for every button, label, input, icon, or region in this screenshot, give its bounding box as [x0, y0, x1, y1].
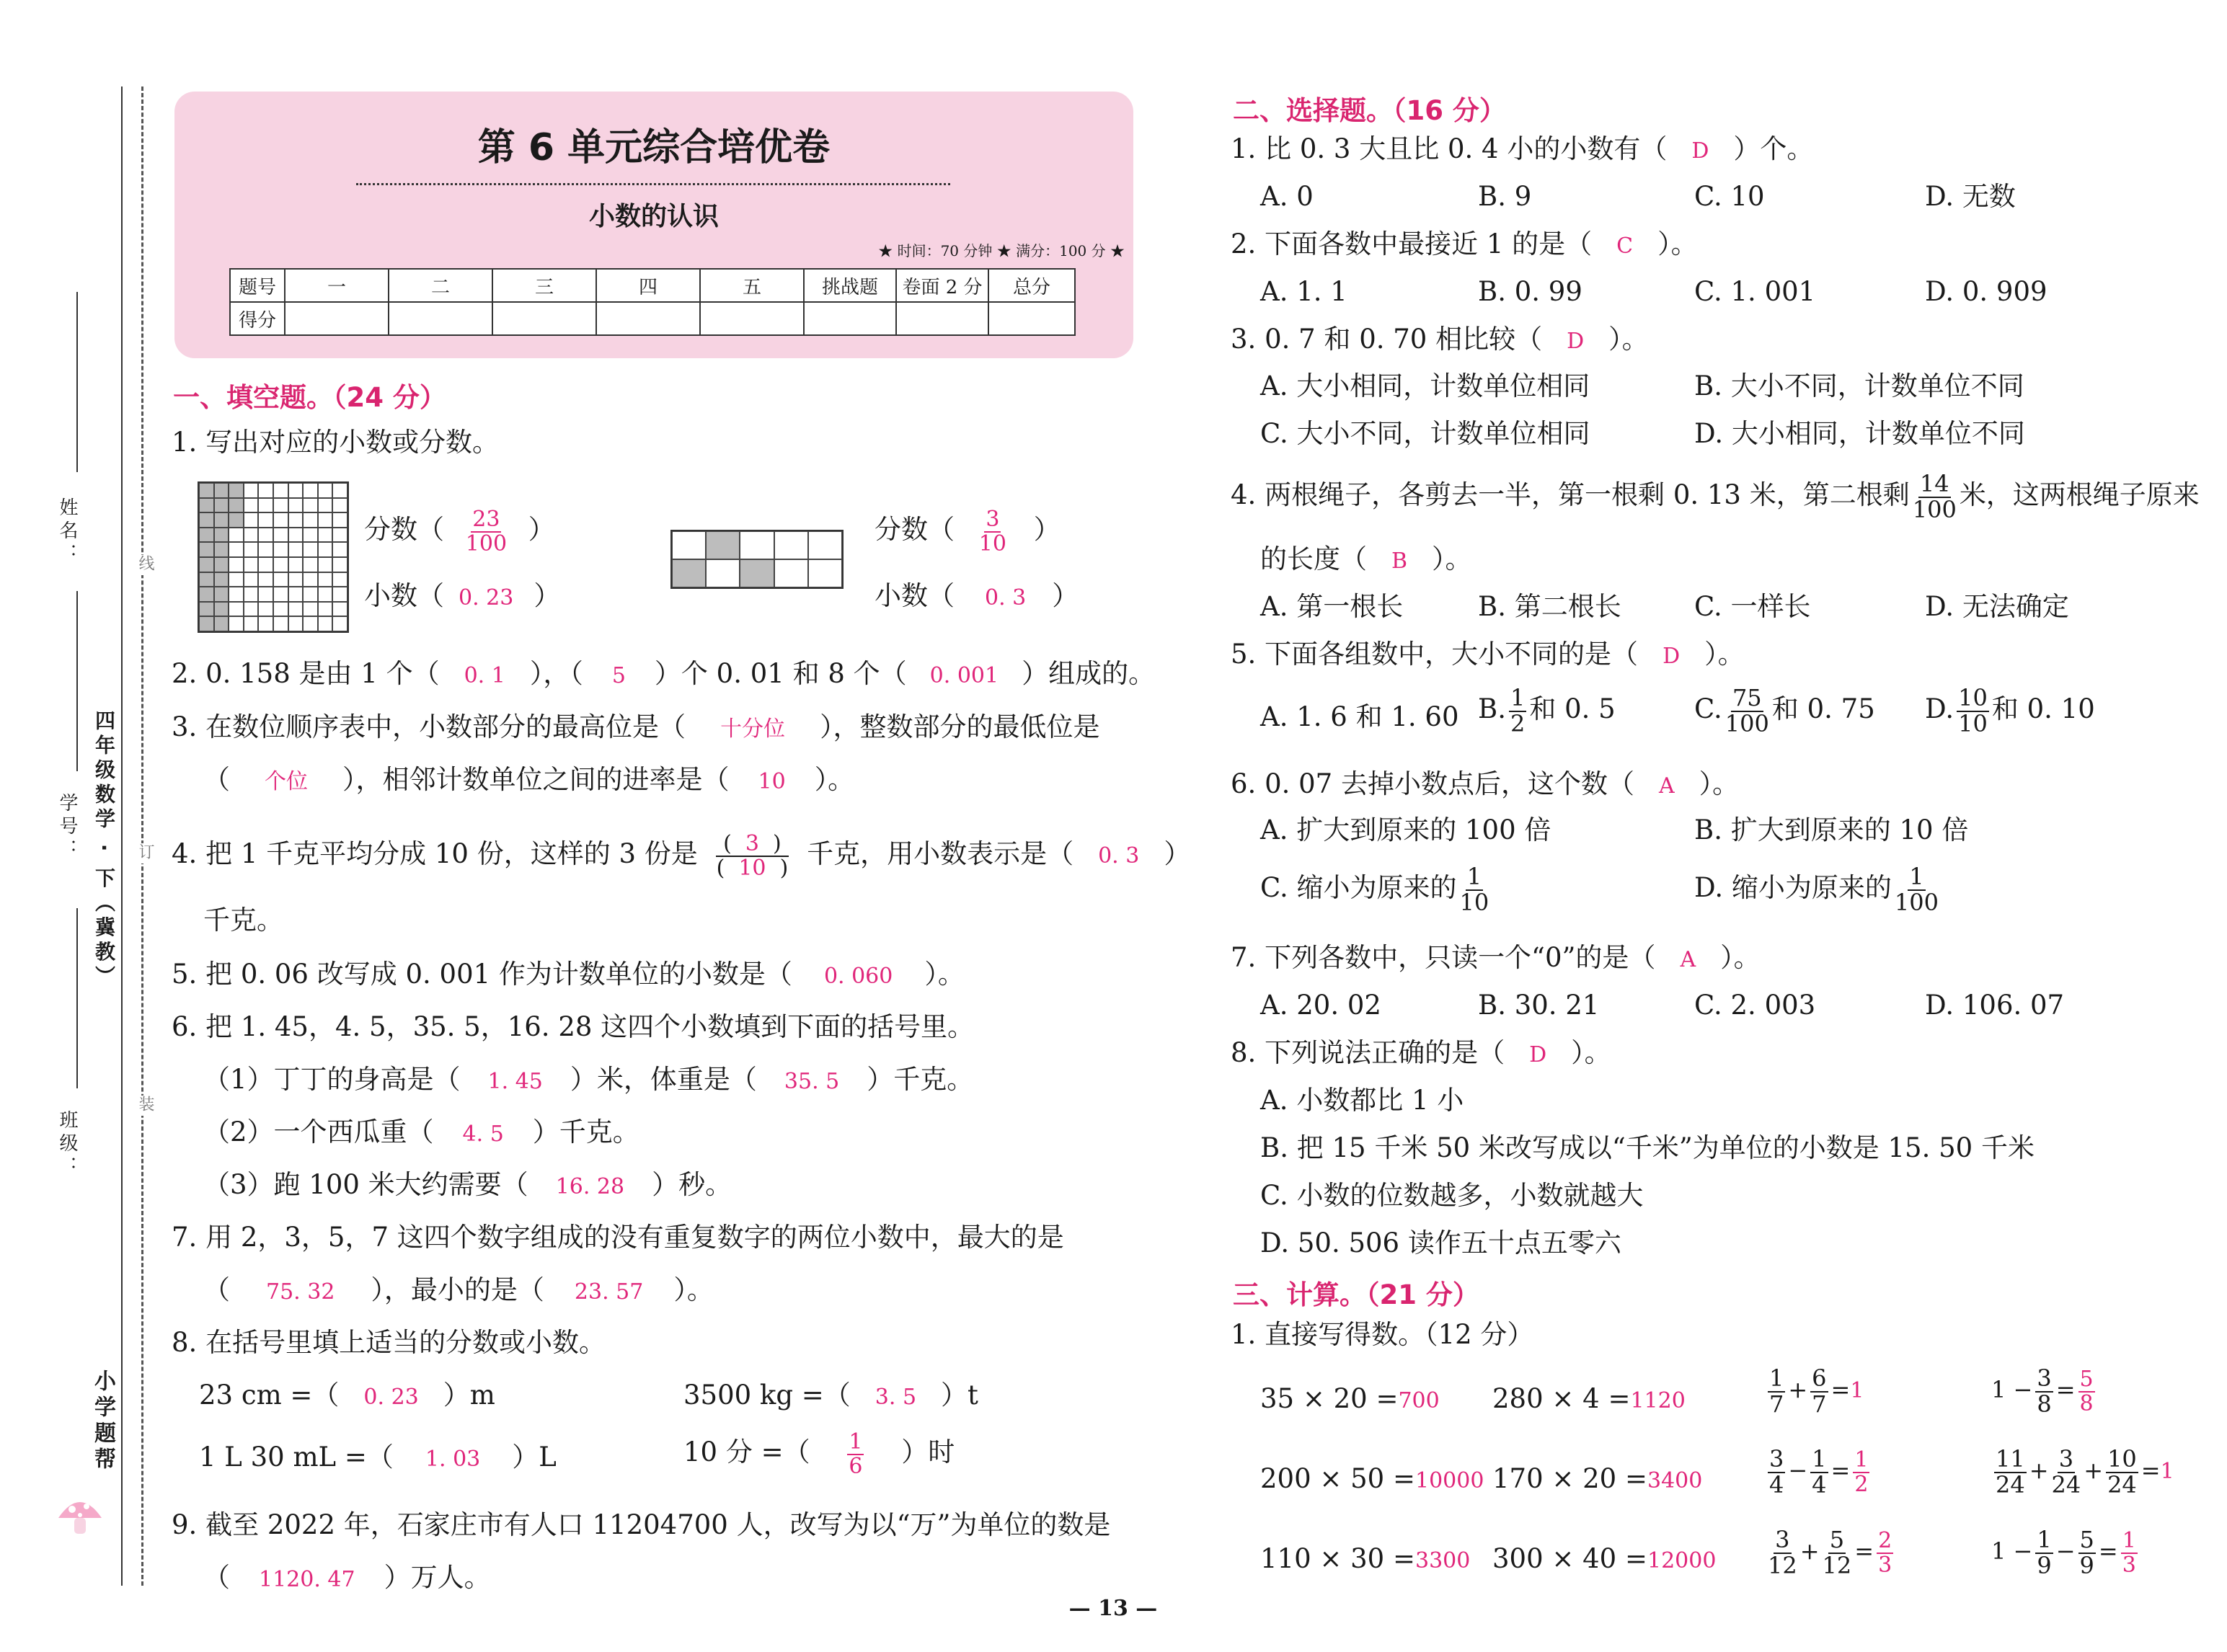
fraction: $\frac{14}{100}$	[1912, 470, 1957, 523]
answer-fraction: $\frac{2}{3}$	[1878, 1528, 1892, 1578]
grid-cell	[303, 572, 318, 587]
grid-cell	[214, 557, 229, 572]
grid-cell	[288, 483, 304, 498]
grid-cell	[318, 483, 333, 498]
name-underline	[76, 292, 78, 472]
score-table	[229, 268, 1076, 336]
s1-q6-s2: （2）一个西瓜重（ 4. 5 ）千克。	[203, 1116, 639, 1147]
grid-cell	[229, 483, 244, 498]
s2-q5-opt-d: D. $\frac{10}{10}$ 和 0. 10	[1925, 684, 2095, 737]
s1-q1-left-frac-row: 分数（ $\frac{23}{100}$ ）	[364, 507, 555, 556]
grid-cell	[318, 512, 333, 528]
s2-q6-opt-d: D. 缩小为原来的 $\frac{1}{100}$	[1694, 863, 1939, 916]
s1-q2: 2. 0. 158 是由 1 个（ 0. 1 ），（ 5 ）个 0. 01 和 8 个（ 0. 001 ）组成的。	[172, 658, 1156, 689]
s1-q7-line1: 7. 用 2，3，5，7 这四个数字组成的没有重复数字的两位小数中，最大的是	[172, 1222, 1064, 1253]
grid-cell	[332, 483, 347, 498]
page-number: — 13 —	[1068, 1596, 1158, 1621]
s2-q5-opt-b: B. $\frac{1}{2}$ 和 0. 5	[1478, 684, 1616, 737]
answer: 23. 57	[574, 1279, 644, 1305]
s1-q8-i4: 10 分 =（ $\frac{1}{6}$ ）时	[683, 1429, 955, 1479]
s2-q4-opt-a: A. 第一根长	[1260, 591, 1404, 622]
s3-q1-stem: 1. 直接写得数。（12 分）	[1231, 1319, 1534, 1350]
s2-q2-opt-b: B. 0. 99	[1478, 276, 1582, 307]
calc-frac-1: $\frac{1}{7}$ + $\frac{6}{7}$ =1	[1769, 1364, 1864, 1418]
s1-q1-right-frac-row: 分数（ $\frac{3}{10}$ ）	[875, 507, 1061, 556]
tenths-bar	[670, 530, 844, 589]
answer: 个位	[265, 769, 308, 794]
grid-cell	[199, 587, 214, 602]
grid-cell	[229, 602, 244, 617]
grid-cell	[229, 512, 244, 528]
s1-q4-line1: 4. 把 1 千克平均分成 10 份，这样的 3 份是 $\frac{( 3 )}{( 10 )}$ 千克，用小数表示是（ 0. 3 ）	[172, 831, 1191, 881]
bar-cell	[740, 531, 774, 559]
grid-cell	[332, 587, 347, 602]
s2-q3-opt-d: D. 大小相同，计数单位不同	[1694, 418, 2025, 449]
grid-cell	[229, 542, 244, 557]
s2-q8-opt-a: A. 小数都比 1 小	[1260, 1085, 1464, 1116]
grid-cell	[258, 616, 273, 631]
grade-label: 四年级数学 · 下（冀教）	[92, 710, 116, 990]
calc-r2c2: 170 × 20 =3400	[1492, 1463, 1703, 1494]
s2-q4-opt-b: B. 第二根长	[1478, 591, 1621, 622]
score-input[interactable]	[896, 302, 988, 335]
s2-q3-opt-b: B. 大小不同，计数单位不同	[1694, 370, 2024, 401]
fraction: $\frac{10}{10}$	[1958, 684, 1988, 737]
grid-cell	[258, 528, 273, 543]
s1-q8-i3: 1 L 30 mL =（ 1. 03 ）L	[199, 1442, 557, 1473]
score-input[interactable]	[492, 302, 596, 335]
answer: 1120	[1630, 1388, 1686, 1413]
cut-mark-xian: 线	[134, 555, 156, 575]
grid-cell	[244, 587, 259, 602]
grid-cell	[199, 542, 214, 557]
fraction: $\frac{1}{2}$	[1510, 684, 1526, 737]
s2-q3-opt-a: A. 大小相同，计数单位相同	[1260, 370, 1590, 401]
score-cell: 得分	[230, 302, 285, 335]
grid-cell	[332, 512, 347, 528]
score-cell: 卷面 2 分	[896, 269, 988, 302]
answer: 10000	[1415, 1468, 1484, 1493]
hundred-grid	[198, 481, 349, 633]
s2-q4-line2: 的长度（ B ）。	[1260, 543, 1472, 574]
answer: 0. 23	[459, 585, 514, 610]
grid-cell	[229, 616, 244, 631]
grid-cell	[273, 616, 288, 631]
s2-q1-opt-c: C. 10	[1694, 181, 1765, 212]
calc-frac-4: $\frac{11}{24}$ + $\frac{3}{24}$ + $\frac{10}{24}$ =1	[1996, 1445, 2174, 1498]
s2-q5-opt-c: C. $\frac{75}{100}$ 和 0. 75	[1694, 684, 1875, 737]
answer: D	[1691, 138, 1709, 164]
bar-cell	[672, 531, 706, 559]
answer: 3400	[1647, 1468, 1703, 1493]
grid-cell	[258, 572, 273, 587]
answer: 1. 45	[487, 1069, 543, 1094]
grid-cell	[244, 528, 259, 543]
score-cell: 五	[700, 269, 804, 302]
grid-cell	[273, 483, 288, 498]
answer: 10	[758, 769, 786, 794]
answer: A	[1680, 947, 1696, 972]
score-cell: 一	[285, 269, 389, 302]
grid-cell	[273, 498, 288, 513]
s2-q1-opt-b: B. 9	[1478, 181, 1532, 212]
answer: 0. 23	[363, 1385, 419, 1410]
grid-cell	[332, 498, 347, 513]
score-cell: 四	[596, 269, 700, 302]
grid-cell	[214, 528, 229, 543]
grid-cell	[214, 498, 229, 513]
score-input[interactable]	[596, 302, 700, 335]
grid-cell	[273, 587, 288, 602]
answer: 1	[1850, 1378, 1864, 1404]
grid-cell	[258, 587, 273, 602]
s1-q1-left-dec-row: 小数（ 0. 23 ）	[364, 580, 561, 611]
grid-cell	[244, 542, 259, 557]
grid-cell	[273, 512, 288, 528]
calc-r3c1: 110 × 30 =3300	[1260, 1543, 1471, 1574]
grid-cell	[332, 528, 347, 543]
s2-q1-stem: 1. 比 0. 3 大且比 0. 4 小的小数有（ D ）个。	[1231, 133, 1814, 164]
grid-cell	[214, 602, 229, 617]
grid-cell	[258, 483, 273, 498]
answer-fraction: $\frac{23}{100}$	[465, 507, 508, 556]
bar-cell	[808, 531, 842, 559]
s1-q6-stem: 6. 把 1. 45，4. 5，35. 5，16. 28 这四个小数填到下面的括号里。	[172, 1011, 975, 1042]
grid-cell	[288, 616, 304, 631]
grid-cell	[214, 587, 229, 602]
binding-line-outer	[121, 86, 123, 1586]
bar-cell	[706, 531, 740, 559]
grid-cell	[318, 587, 333, 602]
s2-q8-stem: 8. 下列说法正确的是（ D ）。	[1231, 1037, 1611, 1068]
grid-cell	[244, 616, 259, 631]
s2-q8-opt-b: B. 把 15 千米 50 米改写成以“千米”为单位的小数是 15. 50 千米	[1260, 1132, 2035, 1163]
grid-cell	[214, 572, 229, 587]
grid-cell	[303, 512, 318, 528]
score-cell: 二	[389, 269, 492, 302]
s2-q7-stem: 7. 下列各数中，只读一个“0”的是（ A ）。	[1231, 942, 1761, 973]
grid-cell	[273, 602, 288, 617]
grid-cell	[318, 616, 333, 631]
calc-frac-2: 1 − $\frac{3}{8}$ = $\frac{5}{8}$	[1991, 1364, 2094, 1418]
grid-cell	[332, 557, 347, 572]
grid-cell	[303, 483, 318, 498]
s2-q2-stem: 2. 下面各数中最接近 1 的是（ C ）。	[1231, 228, 1698, 259]
id-underline	[76, 591, 78, 771]
grid-cell	[332, 542, 347, 557]
grid-cell	[318, 542, 333, 557]
answer: 0. 060	[823, 964, 893, 989]
score-cell: 总分	[988, 269, 1075, 302]
answer: 16. 28	[555, 1174, 625, 1199]
grid-cell	[288, 572, 304, 587]
grid-cell	[229, 557, 244, 572]
grid-cell	[258, 498, 273, 513]
bar-cell	[808, 559, 842, 587]
score-cell: 挑战题	[804, 269, 896, 302]
calc-r1c1: 35 × 20 =700	[1260, 1383, 1440, 1414]
bar-cell	[740, 559, 774, 587]
score-input[interactable]	[988, 302, 1075, 335]
grid-cell	[303, 557, 318, 572]
s1-q9-line2: （ 1120. 47 ）万人。	[203, 1562, 491, 1593]
answer: 0. 3	[1098, 843, 1140, 869]
answer: 0. 1	[464, 663, 505, 688]
grid-cell	[288, 528, 304, 543]
s2-q7-opt-a: A. 20. 02	[1260, 990, 1381, 1021]
section3-title: 三、计算。（21 分）	[1233, 1279, 1479, 1310]
score-input[interactable]	[804, 302, 896, 335]
grid-cell	[214, 542, 229, 557]
score-input[interactable]	[389, 302, 492, 335]
grid-cell	[273, 528, 288, 543]
s1-q8-i2: 3500 kg =（ 3. 5 ）t	[683, 1380, 978, 1411]
s2-q5-opt-a: A. 1. 6 和 1. 60	[1260, 701, 1459, 732]
calc-frac-6: 1 − $\frac{1}{9}$ − $\frac{5}{9}$ = $\frac{1}{3}$	[1991, 1526, 2136, 1579]
grid-cell	[244, 602, 259, 617]
s2-q4-line1: 4. 两根绳子，各剪去一半，第一根剩 0. 13 米，第二根剩 $\frac{14}{100}$ 米，这两根绳子原来	[1231, 470, 2200, 523]
grid-cell	[318, 602, 333, 617]
grid-cell	[303, 616, 318, 631]
answer-fraction: $\frac{1}{2}$	[1854, 1447, 1869, 1497]
bar-cell	[672, 559, 706, 587]
answer: 3. 5	[875, 1385, 917, 1410]
grid-cell	[199, 483, 214, 498]
s1-q3-line2: （ 个位 ），相邻计数单位之间的进率是（ 10 ）。	[203, 764, 855, 795]
grid-cell	[332, 602, 347, 617]
exam-title: 第 6 单元综合培优卷	[477, 126, 831, 169]
grid-cell	[199, 498, 214, 513]
grid-cell	[244, 498, 259, 513]
answer: D	[1529, 1042, 1547, 1067]
grid-cell	[288, 512, 304, 528]
grid-cell	[273, 572, 288, 587]
grid-cell	[273, 542, 288, 557]
id-label: 学号：	[56, 793, 78, 862]
grid-cell	[199, 616, 214, 631]
answer: 1120. 47	[259, 1567, 355, 1592]
s2-q2-opt-a: A. 1. 1	[1260, 276, 1347, 307]
s1-q8-stem: 8. 在括号里填上适当的分数或小数。	[172, 1327, 606, 1358]
grid-cell	[288, 557, 304, 572]
bar-cell	[774, 531, 808, 559]
calc-r2c1: 200 × 50 =10000	[1260, 1463, 1484, 1494]
calc-r1c2: 280 × 4 =1120	[1492, 1383, 1686, 1414]
grid-cell	[199, 528, 214, 543]
grid-cell	[244, 572, 259, 587]
s1-q6-s3: （3）跑 100 米大约需要（ 16. 28 ）秒。	[203, 1169, 732, 1200]
grid-cell	[258, 557, 273, 572]
grid-cell	[258, 602, 273, 617]
answer: 35. 5	[784, 1069, 840, 1094]
calc-frac-5: $\frac{3}{12}$ + $\frac{5}{12}$ = $\frac{2}{3}$	[1768, 1526, 1892, 1579]
s1-q1-text: 1. 写出对应的小数或分数。	[172, 427, 500, 458]
grid-cell	[303, 528, 318, 543]
s2-q1-opt-d: D. 无数	[1925, 181, 2016, 212]
grid-cell	[199, 602, 214, 617]
s2-q3-stem: 3. 0. 7 和 0. 70 相比较（ D ）。	[1231, 324, 1649, 355]
s2-q6-opt-a: A. 扩大到原来的 100 倍	[1260, 814, 1551, 845]
s1-q1-right-dec-row: 小数（ 0. 3 ）	[875, 580, 1079, 611]
exam-subtitle: 小数的认识	[588, 202, 719, 231]
calc-frac-3: $\frac{3}{4}$ − $\frac{1}{4}$ = $\frac{1}{2}$	[1769, 1445, 1869, 1498]
grid-cell	[258, 542, 273, 557]
grid-cell	[288, 498, 304, 513]
grid-cell	[318, 557, 333, 572]
answer-fraction: $\frac{5}{8}$	[2079, 1367, 2094, 1416]
score-table-score-row	[230, 302, 1075, 335]
answer: 1. 03	[425, 1447, 481, 1472]
answer: D	[1662, 644, 1681, 669]
s2-q3-opt-c: C. 大小不同，计数单位相同	[1260, 418, 1590, 449]
grid-cell	[229, 587, 244, 602]
s1-q9-line1: 9. 截至 2022 年，石家庄市有人口 11204700 人，改写为以“万”为单位的数是	[172, 1509, 1111, 1540]
s1-q8-i1: 23 cm =（ 0. 23 ）m	[199, 1380, 495, 1411]
answer: 3300	[1415, 1548, 1471, 1573]
grid-cell	[244, 512, 259, 528]
cut-mark-ding: 订	[134, 843, 156, 863]
brand-mushroom-icon	[55, 1491, 105, 1541]
grid-cell	[303, 542, 318, 557]
grid-cell	[258, 512, 273, 528]
s1-q5: 5. 把 0. 06 改写成 0. 001 作为计数单位的小数是（ 0. 060 ）。	[172, 959, 965, 990]
s2-q7-opt-d: D. 106. 07	[1925, 990, 2065, 1021]
score-input[interactable]	[700, 302, 804, 335]
s1-q4-line2: 千克。	[203, 905, 283, 936]
score-cell: 题号	[230, 269, 285, 302]
grid-cell	[318, 498, 333, 513]
grid-cell	[214, 483, 229, 498]
fraction: $\frac{1}{10}$	[1459, 863, 1489, 916]
answer-fraction: $\frac{1}{6}$	[849, 1429, 863, 1479]
answer: 0. 001	[929, 663, 999, 688]
answer: 1	[2160, 1459, 2174, 1485]
cut-mark-zhuang: 装	[134, 1096, 156, 1116]
section1-title: 一、填空题。（24 分）	[173, 382, 446, 413]
s2-q5-stem: 5. 下面各组数中，大小不同的是（ D ）。	[1231, 639, 1745, 670]
answer: 75. 32	[266, 1279, 335, 1305]
grid-cell	[244, 483, 259, 498]
blank-fraction: $\frac{( 3 )}{( 10 )}$	[716, 831, 789, 881]
score-cell: 三	[492, 269, 596, 302]
answer: D	[1567, 329, 1585, 354]
grid-cell	[303, 602, 318, 617]
s2-q2-opt-d: D. 0. 909	[1925, 276, 2047, 307]
s1-q7-line2: （ 75. 32 ），最小的是（ 23. 57 ）。	[203, 1274, 714, 1305]
s2-q6-opt-c: C. 缩小为原来的 $\frac{1}{10}$	[1260, 863, 1489, 916]
s2-q7-opt-b: B. 30. 21	[1478, 990, 1600, 1021]
answer: 12000	[1647, 1548, 1717, 1573]
exam-meta: ★ 时间：70 分钟 ★ 满分：100 分 ★	[878, 242, 1125, 259]
grid-cell	[288, 587, 304, 602]
answer: 十分位	[720, 716, 786, 742]
grid-cell	[303, 587, 318, 602]
s2-q8-opt-c: C. 小数的位数越多，小数就越大	[1260, 1180, 1644, 1211]
s2-q6-opt-b: B. 扩大到原来的 10 倍	[1694, 814, 1969, 845]
s1-q6-s1: （1）丁丁的身高是（ 1. 45 ）米，体重是（ 35. 5 ）千克。	[203, 1064, 974, 1095]
s2-q6-stem: 6. 0. 07 去掉小数点后，这个数（ A ）。	[1231, 768, 1740, 799]
grid-cell	[199, 512, 214, 528]
answer: 5	[611, 663, 626, 688]
bar-cell	[706, 559, 740, 587]
grid-cell	[214, 616, 229, 631]
fraction: $\frac{1}{100}$	[1894, 863, 1939, 916]
grid-cell	[214, 512, 229, 528]
grid-cell	[229, 572, 244, 587]
grid-cell	[288, 542, 304, 557]
grid-cell	[303, 498, 318, 513]
grid-cell	[199, 557, 214, 572]
class-label: 班级：	[56, 1110, 78, 1179]
grid-cell	[318, 528, 333, 543]
grid-cell	[199, 572, 214, 587]
answer: A	[1658, 773, 1675, 799]
grid-cell	[273, 557, 288, 572]
title-divider	[356, 183, 950, 185]
answer: B	[1391, 549, 1408, 574]
calc-r3c2: 300 × 40 =12000	[1492, 1543, 1717, 1574]
grid-cell	[332, 616, 347, 631]
section2-title: 二、选择题。（16 分）	[1233, 95, 1506, 126]
brand-label: 小学题帮	[90, 1369, 115, 1473]
grid-cell	[229, 528, 244, 543]
grid-cell	[318, 572, 333, 587]
answer-fraction: $\frac{3}{10}$	[978, 507, 1006, 556]
s2-q4-opt-d: D. 无法确定	[1925, 591, 2069, 622]
s2-q1-opt-a: A. 0	[1260, 181, 1314, 212]
s2-q2-opt-c: C. 1. 001	[1694, 276, 1816, 307]
score-table-header-row	[230, 269, 1075, 302]
class-underline	[76, 908, 78, 1088]
name-label: 姓名：	[56, 497, 78, 567]
fraction: $\frac{75}{100}$	[1725, 684, 1769, 737]
answer: C	[1616, 234, 1634, 259]
score-input[interactable]	[285, 302, 389, 335]
answer: 0. 3	[985, 585, 1027, 610]
bar-cell	[774, 559, 808, 587]
grid-cell	[229, 498, 244, 513]
answer-fraction: $\frac{1}{3}$	[2122, 1528, 2136, 1578]
grid-cell	[288, 602, 304, 617]
s2-q8-opt-d: D. 50. 506 读作五十点五零六	[1260, 1227, 1621, 1258]
answer: 700	[1398, 1388, 1440, 1413]
s2-q7-opt-c: C. 2. 003	[1694, 990, 1816, 1021]
s1-q3-line1: 3. 在数位顺序表中，小数部分的最高位是（ 十分位 ），整数部分的最低位是	[172, 711, 1100, 742]
answer: 4. 5	[462, 1122, 504, 1147]
s2-q4-opt-c: C. 一样长	[1694, 591, 1811, 622]
grid-cell	[332, 572, 347, 587]
grid-cell	[244, 557, 259, 572]
binding-line-dashed	[141, 86, 143, 1586]
